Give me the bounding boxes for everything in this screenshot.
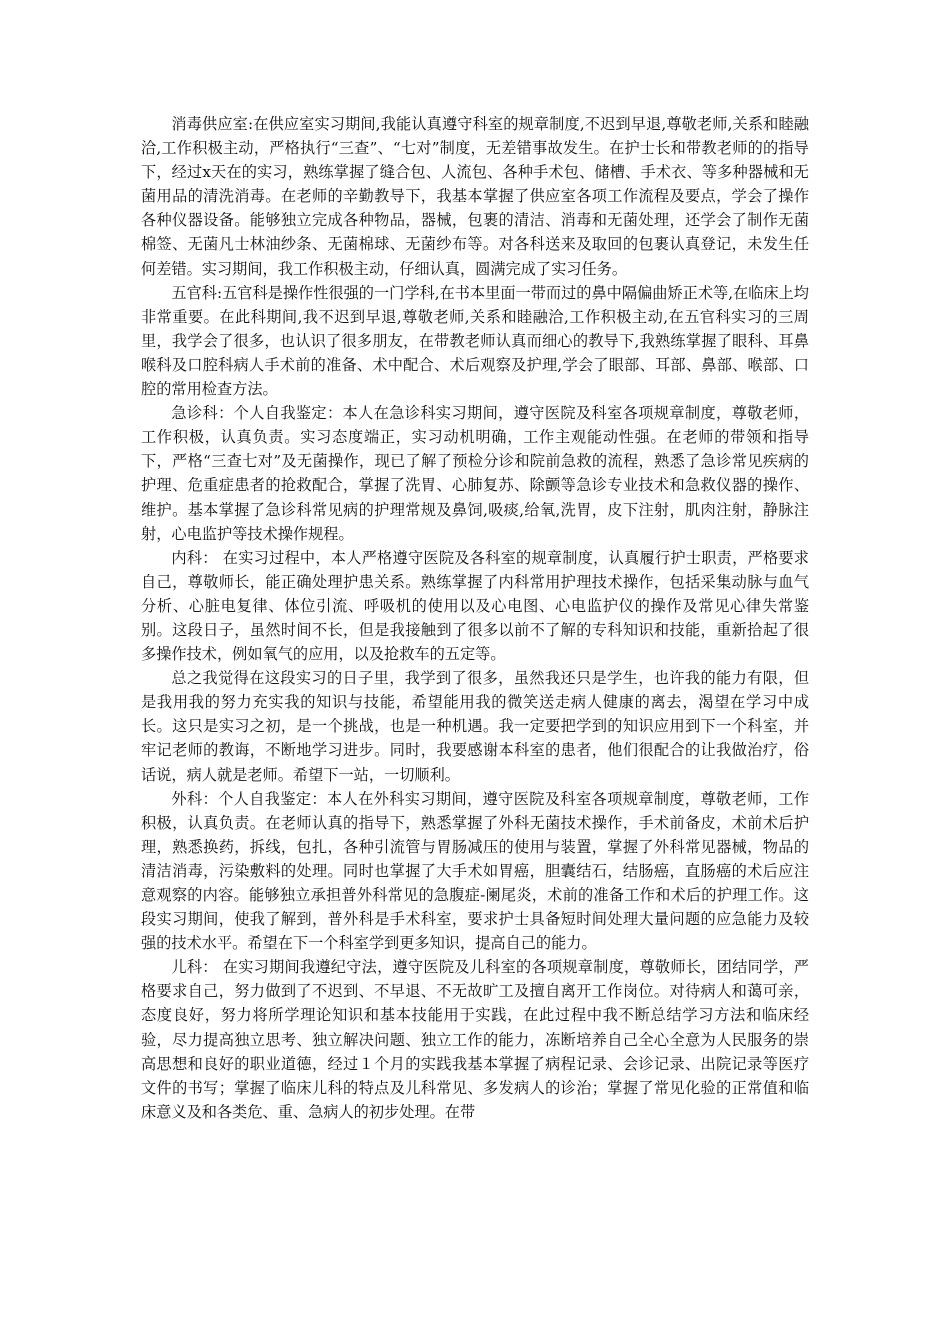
paragraph-pediatrics-department: 儿科： 在实习期间我遵纪守法，遵守医院及儿科室的各项规章制度，尊敬师长，团结同学，严格要求自己，努力做到了不迟到、不早退、不无故旷工及擅自离开工作岗位。对待病人和蔼可亲，态度良好，努力将所学理论知识和基本技能用于实践，在此过程中我不断总结学习方法和临床经验，尽力提高独立思考、独立解决问题、独立工作的能力，冻断培养自己全心全意为人民服务的崇高思想和良好的职业道德，经过１个月的实践我基本掌握了病程记录、会诊记录、出院记录等医疗文件的书写；掌握了临床儿科的特点及儿科常见、多发病人的诊治；掌握了常见化验的正常值和临床意义及和各类危、重、急病人的初步处理。在带 [141, 958, 809, 1121]
paragraph-internal-medicine: 内科： 在实习过程中，本人严格遵守医院及各科室的规章制度，认真履行护士职责，严格要求自己，尊敬师长，能正确处理护患关系。熟练掌握了内科常用护理技术操作，包括采集动脉与血气分析、心脏电复律、体位引流、呼吸机的使用以及心电图、心电监护仪的操作及常见心律失常鉴别。这段日子，虽然时间不长，但是我接触到了很多以前不了解的专科知识和技能，重新拾起了很多操作技术，例如氧气的应用，以及抢救车的五定等。 [141, 548, 809, 664]
paragraph-ent-department: 五官科:五官科是操作性很强的一门学科,在书本里面一带而过的鼻中隔偏曲矫正术等,在临床上均非常重要。在此科期间,我不迟到早退,尊敬老师,关系和睦融洽,工作积极主动,在五官科实习的三周里，我学会了很多，也认识了很多朋友，在带教老师认真而细心的教导下,我熟练掌握了眼科、耳鼻喉科及口腔科病人手术前的准备、术中配合、术后观察及护理,学会了眼部、耳部、鼻部、喉部、口腔的常用检查方法。 [141, 283, 809, 399]
paragraph-summary: 总之我觉得在这段实习的日子里，我学到了很多，虽然我还只是学生，也许我的能力有限，但是我用我的努力充实我的知识与技能，希望能用我的微笑送走病人健康的离去，渴望在学习中成长。这只是实习之初，是一个挑战，也是一种机遇。我一定要把学到的知识应用到下一个科室，并牢记老师的教诲，不断地学习进步。同时，我要感谢本科室的患者，他们很配合的让我做治疗，俗话说，病人就是老师。希望下一站，一切顺利。 [141, 669, 809, 784]
paragraph-surgery-department: 外科：个人自我鉴定：本人在外科实习期间，遵守医院及科室各项规章制度，尊敬老师，工作积极，认真负责。在老师认真的指导下，熟悉掌握了外科无菌技术操作，手术前备皮，术前术后护理，熟悉换药，拆线，包扎，各种引流管与胃肠减压的使用与装置，掌握了外科常见器械，物品的清洁消毒，污染敷料的处理。同时也掌握了大手术如胃癌，胆囊结石，结肠癌，直肠癌的术后应注意观察的内容。能够独立承担普外科常见的急腹症-阑尾炎，术前的准备工作和术后的护理工作。这段实习期间，使我了解到，普外科是手术科室，要求护士具备短时间处理大量问题的应急能力及较强的技术水平。希望在下一个科室学到更多知识，提高自己的能力。 [141, 789, 809, 953]
document-body [141, 112, 809, 1124]
paragraph-emergency-department: 急诊科：个人自我鉴定：本人在急诊科实习期间，遵守医院及科室各项规章制度，尊敬老师，工作积极，认真负责。实习态度端正，实习动机明确，工作主观能动性强。在老师的带领和指导下，严格“三查七对”及无菌操作，现已了解了预检分诊和院前急救的流程，熟悉了急诊常见疾病的护理、危重症患者的抢救配合，掌握了洗胃、心肺复苏、除颤等急诊专业技术和急救仪器的操作、维护。基本掌握了急诊科常见病的护理常规及鼻饲,吸痰,给氧,洗胃，皮下注射，肌肉注射，静脉注射，心电监护等技术操作规程。 [141, 404, 809, 543]
paragraph-disinfection-supply-room: 消毒供应室:在供应室实习期间,我能认真遵守科室的规章制度,不迟到早退,尊敬老师,关系和睦融洽,工作积极主动，严格执行“三查”、“七对”制度，无差错事故发生。在护士长和带教老师的的指导下，经过x天在的实习，熟练掌握了缝合包、人流包、各种手术包、储槽、手术衣、等多种器械和无菌用品的清洗消毒。在老师的辛勤教导下，我基本掌握了供应室各项工作流程及要点，学会了操作各种仪器设备。能够独立完成各种物品，器械，包裹的清洁、消毒和无菌处理，还学会了制作无菌棉签、无菌凡士林油纱条、无菌棉球、无菌纱布等。对各科送来及取回的包裹认真登记，未发生任何差错。实习期间，我工作积极主动，仔细认真，圆满完成了实习任务。 [141, 115, 809, 278]
